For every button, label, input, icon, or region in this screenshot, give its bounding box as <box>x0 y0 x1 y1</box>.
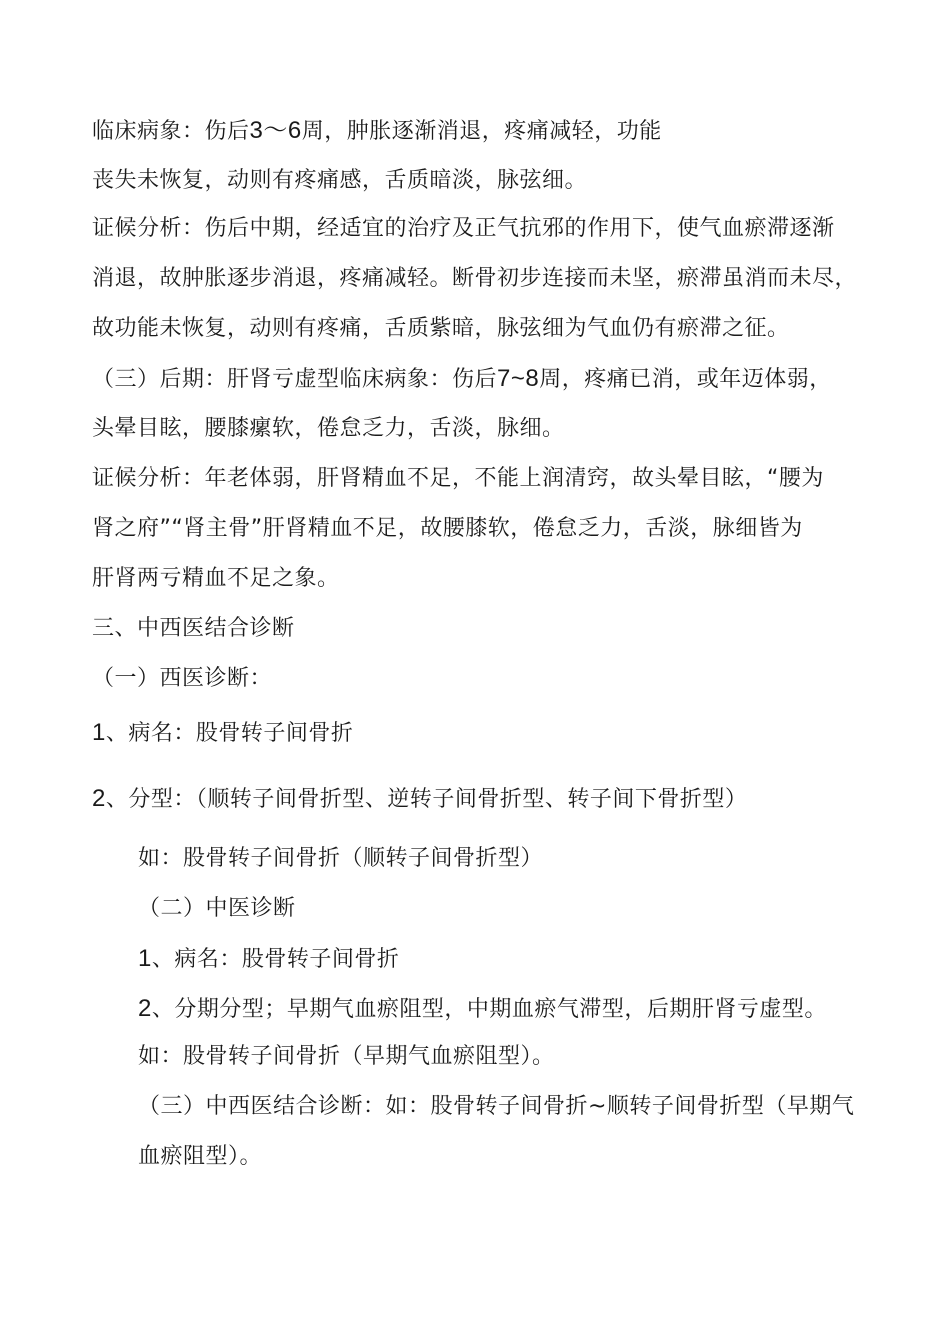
text-line: 肾之府”“肾主骨”肝肾精血不足，故腰膝软，倦怠乏力，舌淡，脉细皆为 <box>92 516 803 541</box>
list-item: 1、病名：股骨转子间骨折 <box>138 945 400 972</box>
text-line: 证候分析：伤后中期，经适宜的治疗及正气抗邪的作用下，使气血瘀滞逐渐 <box>92 216 835 241</box>
text-line: 故功能未恢复，动则有疼痛，舌质紫暗，脉弦细为气血仍有瘀滞之征。 <box>92 316 790 341</box>
list-item: 2、分型：（顺转子间骨折型、逆转子间骨折型、转子间下骨折型） <box>92 785 748 812</box>
text-line: 丧失未恢复，动则有疼痛感，舌质暗淡，脉弦细。 <box>92 168 588 193</box>
text-line: 肝肾两亏精血不足之象。 <box>92 566 340 591</box>
text-line: 临床病象：伤后3〜6周，肿胀逐渐消退，疼痛减轻，功能 <box>92 117 662 144</box>
text-line: （三）后期：肝肾亏虚型临床病象：伤后7~8周，疼痛已消，或年迈体弱， <box>92 365 832 392</box>
text-line: 血瘀阻型）。 <box>138 1144 263 1169</box>
text-line: 头晕目眩，腰膝瘰软，倦怠乏力，舌淡，脉细。 <box>92 416 565 441</box>
subsection-heading: （三）中西医结合诊断：如：股骨转子间骨折~顺转子间骨折型（早期气 <box>138 1094 855 1119</box>
subsection-heading: （一）西医诊断： <box>92 666 273 691</box>
text-line: 如：股骨转子间骨折（早期气血瘀阻型）。 <box>138 1044 555 1069</box>
subsection-heading: （二）中医诊断 <box>138 896 296 921</box>
text-line: 消退，故肿胀逐步消退，疼痛减轻。断骨初步连接而未坚，瘀滞虽消而未尽， <box>92 266 858 291</box>
text-line: 如：股骨转子间骨折（顺转子间骨折型） <box>138 846 544 871</box>
text-line: 证候分析：年老体弱，肝肾精血不足，不能上润清窍，故头晕目眩，“腰为 <box>92 466 824 491</box>
list-item: 1、病名：股骨转子间骨折 <box>92 719 354 746</box>
list-item: 2、分期分型；早期气血瘀阻型，中期血瘀气滞型，后期肝肾亏虚型。 <box>138 995 827 1022</box>
section-heading: 三、中西医结合诊断 <box>92 616 295 641</box>
